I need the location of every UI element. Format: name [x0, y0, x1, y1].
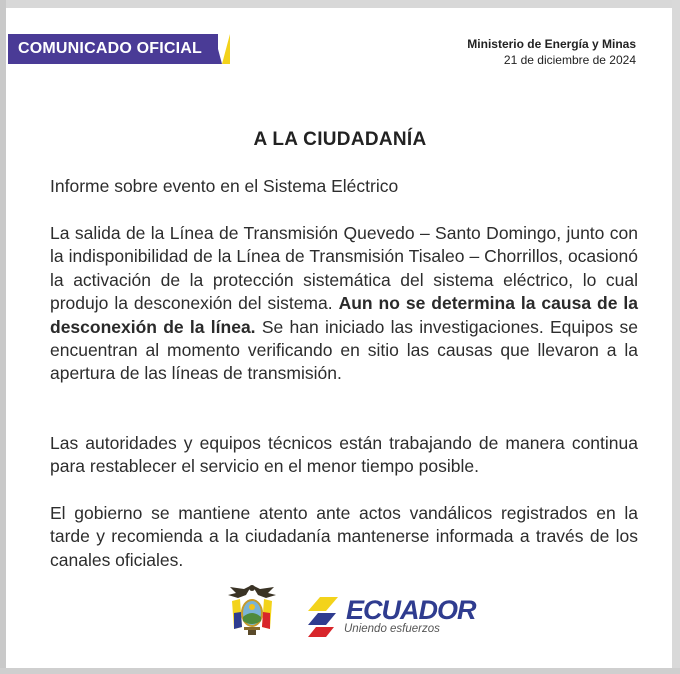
ministry-block — [467, 36, 636, 68]
coat-of-arms-icon — [226, 583, 278, 637]
statement-date: 21 de diciembre de 2024 — [503, 53, 636, 67]
paragraph-1-emphasis: Aun no se determina la causa de la desconexión de la línea. — [50, 293, 638, 337]
logo-tagline: Uniendo esfuerzos — [344, 623, 440, 635]
paragraph-1 — [50, 222, 638, 386]
page-border-bottom — [0, 668, 680, 674]
official-statement-badge — [8, 34, 230, 64]
paragraph-3: El gobierno se mantiene atento ante actos vandálicos registrados en la tarde y recomienda a la ciudadanía mantenerse informada a través de los canales oficiales. — [50, 503, 638, 570]
page-title: A LA CIUDADANÍA — [253, 129, 427, 150]
ecuador-logo — [306, 595, 476, 639]
flag-stripes-icon — [306, 595, 346, 639]
paragraph-1-text: La salida de la Línea de Transmisión Quevedo – Santo Domingo, junto con la indisponibilidad de la Línea de Transmisión Tisaleo – Chorrillos, ocasionó la activación de la protección sistemática del sistema eléctrico, lo cual produjo la desconexión del sistema. — [50, 223, 638, 314]
page-border-top — [0, 0, 680, 8]
paragraph-1-text-cont: Se han iniciado las investigaciones. Equipos se encuentran al momento verificando en sitio las causas que llevaron a la apertura de las líneas de transmisión. — [50, 316, 638, 384]
logo-wordmark: ECUADOR — [346, 595, 476, 625]
paragraph-2: Las autoridades y equipos técnicos están trabajando de manera continua para restablecer el servicio en el menor tiempo posible. — [50, 433, 638, 477]
ministry-name: Ministerio de Energía y Minas — [467, 37, 636, 51]
page-border-right — [672, 0, 680, 674]
page-subtitle: Informe sobre evento en el Sistema Eléctrico — [50, 176, 399, 196]
badge-label: COMUNICADO OFICIAL — [18, 40, 203, 57]
badge-slant — [214, 34, 222, 64]
page-border-left — [0, 0, 6, 674]
